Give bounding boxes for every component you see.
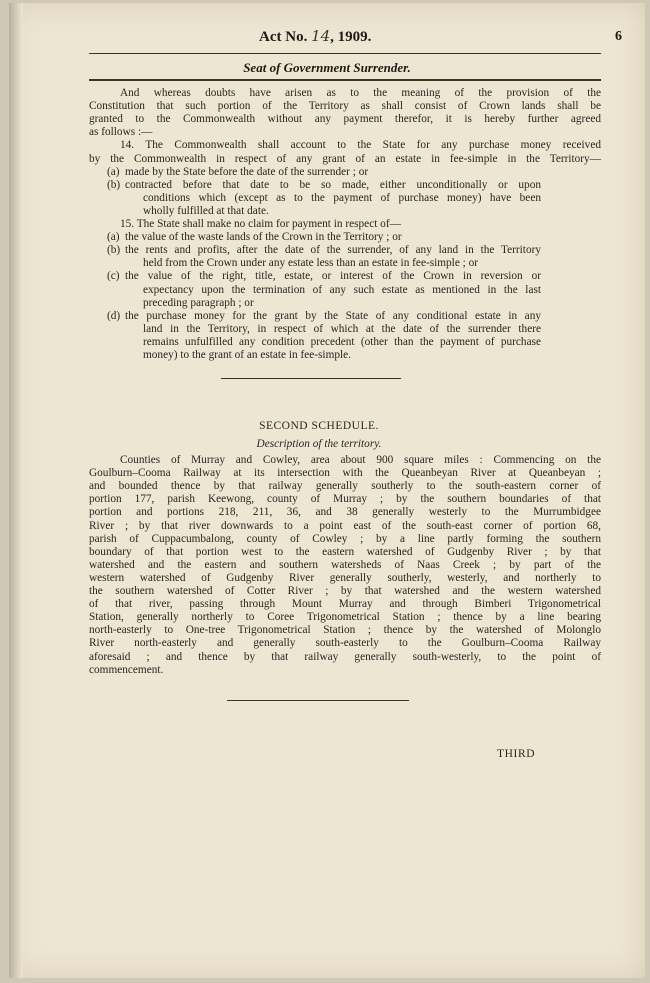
clause-item-line: conditions which (except as to the payment of purchase money) have been <box>143 191 541 204</box>
schedule-heading: SECOND SCHEDULE. <box>259 420 379 432</box>
header-rule-bottom <box>89 79 601 81</box>
preamble-line: as follows :— <box>89 126 153 139</box>
preamble-line: And whereas doubts have arisen as to the meaning of the provision of the <box>120 87 601 99</box>
act-label: Act No. <box>259 29 308 45</box>
clause-item-line: contracted before that date to be so made, either unconditionally or upon <box>125 178 541 191</box>
schedule-line: and bounded thence by that railway generally southerly to the south-eastern corner of <box>89 480 601 493</box>
clause-item-line: the value of the waste lands of the Crown in the Territory ; or <box>125 231 402 244</box>
clause-item-line: the value of the right, title, estate, or interest of the Crown in reversion or <box>125 270 541 283</box>
clause-14-line: 14. The Commonwealth shall account to the State for any purchase money received <box>120 139 601 152</box>
clause-item-label: (a) <box>107 231 120 244</box>
page-binding-shadow <box>9 3 23 978</box>
section-divider <box>221 378 401 379</box>
preamble-line: Constitution that such portion of the Territory as shall consist of Crown lands shall be <box>89 100 601 113</box>
schedule-line: Counties of Murray and Cowley, area about 900 square miles : Commencing on the <box>120 454 601 466</box>
schedule-line: western watershed of Gudgenby River generally southerly, westerly, and northerly to <box>89 571 601 584</box>
header-rule-top <box>89 53 601 54</box>
act-title <box>259 27 371 46</box>
handwritten-act-number: 14 <box>311 27 331 45</box>
clause-item-label: (b) <box>107 244 121 257</box>
schedule-line: commencement. <box>89 663 164 676</box>
schedule-line: River ; by that river downwards to a point east of the south-east corner of portion 68, <box>89 519 601 532</box>
end-divider <box>227 700 409 701</box>
schedule-line: the southern watershed of Cotter River ; by that watershed and the western watershed <box>89 585 601 597</box>
clause-14-line: by the Commonwealth in respect of any grant of an estate in fee-simple in the Territory— <box>89 152 601 165</box>
schedule-line: north-easterly to One-tree Trigonometrical Station ; thence by the watershed of Molonglo <box>89 624 601 637</box>
act-year: , 1909. <box>330 29 372 45</box>
clause-item-label: (a) <box>107 165 120 178</box>
clause-item-line: made by the State before the date of the surrender ; or <box>125 165 369 178</box>
preamble-line: granted to the Commonwealth without any payment therefor, it is hereby further agreed <box>89 113 601 126</box>
clause-item-line: the purchase money for the grant by the State of any conditional estate in any <box>125 309 541 322</box>
clause-item-line: land in the Territory, in respect of which at the date of the surrender there <box>143 322 541 335</box>
document-page <box>9 3 645 978</box>
schedule-line: Station, generally northerly to Coree Trigonometrical Station ; thence by a line bearing <box>89 611 601 624</box>
clause-item-line: preceding paragraph ; or <box>143 296 254 309</box>
schedule-line: of that river, passing through Mount Murray and through Bimberi Trigonometrical <box>89 598 601 611</box>
schedule-line: portion and portions 218, 211, 36, and 38 generally westerly to the Murrumbidgee <box>89 506 601 519</box>
clause-item-label: (b) <box>107 178 121 191</box>
clause-15-line: 15. The State shall make no claim for payment in respect of— <box>120 218 401 230</box>
schedule-line: portion 177, parish Keewong, county of Murray ; by the southern boundaries of that <box>89 493 601 506</box>
clause-item-line: wholly fulfilled at that date. <box>143 204 269 217</box>
catchword: THIRD <box>497 748 536 760</box>
clause-item-label: (d) <box>107 309 121 322</box>
schedule-subheading: Description of the territory. <box>256 438 382 450</box>
clause-item-line: held from the Crown under any estate less than an estate in fee-simple ; or <box>143 257 479 270</box>
schedule-line: River north-easterly and generally south-easterly to the Goulburn–Cooma Railway <box>89 637 601 650</box>
schedule-line: boundary of that portion west to the eastern watershed of Gudgenby River ; by that <box>89 545 601 558</box>
clause-item-line: money) to the grant of an estate in fee-simple. <box>143 349 351 361</box>
clause-item-line: expectancy upon the termination of any such estate as mentioned in the last <box>143 283 541 296</box>
schedule-line: watershed and the eastern and southern watersheds of Naas Creek ; by part of the <box>89 558 601 571</box>
clause-item-line: the rents and profits, after the date of the surrender, of any land in the Territory <box>125 244 541 257</box>
schedule-line: Goulburn–Cooma Railway at its intersection with the Queanbeyan River at Queanbeyan ; <box>89 467 601 480</box>
schedule-line: aforesaid ; and thence by that railway generally south-westerly, to the point of <box>89 650 601 663</box>
clause-item-label: (c) <box>107 270 120 283</box>
schedule-line: parish of Cuppacumbalong, county of Cowley ; by a line partly forming the southern <box>89 532 601 545</box>
page-number: 6 <box>615 29 622 44</box>
clause-item-line: remains unfulfilled any condition precedent (other than the payment of purchase <box>143 335 541 348</box>
page-subtitle: Seat of Government Surrender. <box>243 60 411 75</box>
